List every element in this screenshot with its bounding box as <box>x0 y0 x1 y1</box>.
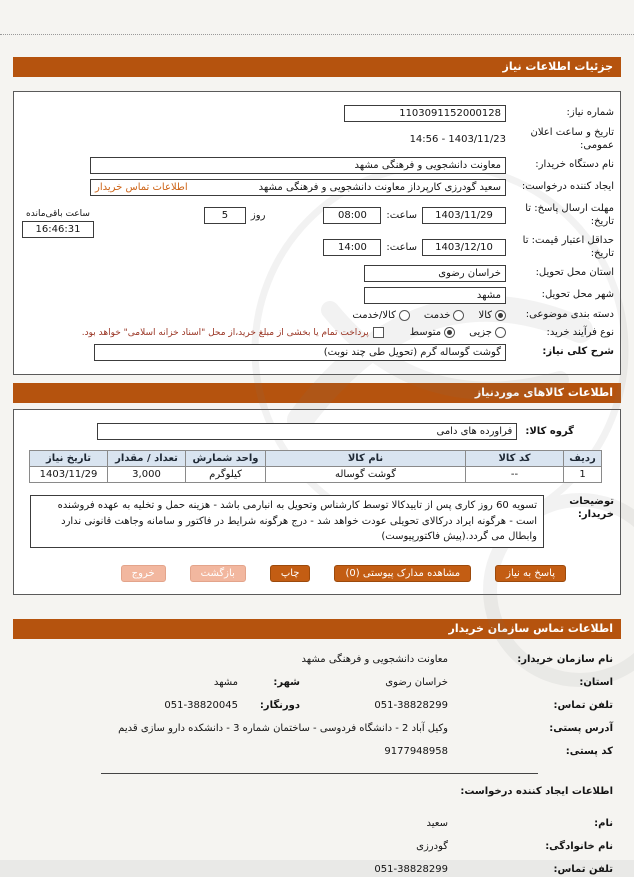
cell-row-index: 1 <box>564 467 602 483</box>
print-button[interactable]: چاپ <box>270 565 311 582</box>
creator-last-name-row <box>21 840 613 854</box>
field-goods-group <box>20 423 614 440</box>
remaining-time-label: ساعت باقی‌مانده <box>26 209 90 219</box>
cell-need-date: 1403/11/29 <box>30 467 108 483</box>
goods-group-label: گروه کالا: <box>525 426 574 437</box>
exit-button[interactable]: خروج <box>121 565 166 582</box>
radio-service-label: خدمت <box>423 309 451 321</box>
field-delivery-province <box>20 265 614 282</box>
top-separator <box>0 0 634 35</box>
announce-label: تاریخ و ساعت اعلان عمومی: <box>530 127 614 151</box>
creator-first-name-value: سعید <box>426 817 448 829</box>
field-subject-category <box>20 309 614 322</box>
creator-value: سعید گودرزی کارپرداز معاونت دانشجویی و فرهنگی مشهد <box>258 182 501 193</box>
back-button[interactable]: بازگشت <box>190 565 246 582</box>
field-reply-deadline <box>20 201 614 235</box>
need-description-input[interactable]: گوشت گوساله گرم (تحویل طی چند نوبت) <box>94 344 506 361</box>
delivery-city-label: شهر محل تحویل: <box>541 289 614 301</box>
reply-date-input[interactable]: 1403/11/29 <box>422 207 506 224</box>
view-attachments-button[interactable]: مشاهده مدارک پیوستی (0) <box>334 565 471 582</box>
creator-last-name-label: نام خانوادگی: <box>545 840 613 852</box>
col-item-code: کد کالا <box>466 451 564 467</box>
contact-address-value: وکیل آباد 2 - دانشگاه فردوسی - ساختمان شماره 3 - دانشکده دارو سازی قدیم <box>118 722 448 734</box>
price-hour-input[interactable]: 14:00 <box>323 239 381 256</box>
creator-first-name-label: نام: <box>594 817 613 829</box>
remaining-time-block <box>20 209 96 238</box>
section-header-items <box>13 383 621 403</box>
need-number-input[interactable]: 1103091152000128 <box>344 105 506 122</box>
creator-phone-row <box>21 863 613 877</box>
cell-unit: کیلوگرم <box>186 467 266 483</box>
contact-postal-label: کد پستی: <box>565 745 613 757</box>
reply-hour-label: ساعت: <box>386 210 417 221</box>
contact-address-row <box>21 722 613 736</box>
buyer-contact-link[interactable]: اطلاعات تماس خریدار <box>95 182 188 193</box>
details-panel <box>13 91 621 375</box>
buyer-org-input[interactable]: معاونت دانشجویی و فرهنگی مشهد <box>90 157 506 174</box>
announce-value: 1403/11/23 - 14:56 <box>409 134 506 145</box>
field-request-creator <box>20 179 614 196</box>
radio-goods-service-label: کالا/خدمت <box>352 309 396 321</box>
contact-phone-value: 051-38828299 <box>374 699 448 711</box>
contact-postal-value: 9177948958 <box>384 745 448 757</box>
radio-petty[interactable] <box>495 327 506 338</box>
field-buyer-notes <box>20 495 614 548</box>
section-title-items: اطلاعات کالاهای موردنیاز <box>474 386 613 399</box>
items-panel <box>13 409 621 595</box>
cell-item-code: -- <box>466 467 564 483</box>
col-row-index: ردیف <box>564 451 602 467</box>
delivery-province-label: استان محل تحویل: <box>535 267 614 279</box>
creator-info-header: اطلاعات ایجاد کننده درخواست: <box>460 785 613 797</box>
need-number-label: شماره نیاز: <box>566 107 614 119</box>
col-unit: واحد شمارش <box>186 451 266 467</box>
contact-province-label: استان: <box>579 676 613 688</box>
section-header-details <box>13 57 621 77</box>
contact-postal-row <box>21 745 613 759</box>
contact-city-label: شهر: <box>273 676 300 688</box>
field-delivery-city <box>20 287 614 304</box>
radio-goods-service[interactable] <box>399 310 410 321</box>
buyer-notes-label: توضیحات خریدار: <box>569 496 614 520</box>
creator-last-name-value: گودرزی <box>416 840 448 852</box>
cell-item-name: گوشت گوساله <box>266 467 466 483</box>
delivery-city-input[interactable]: مشهد <box>364 287 506 304</box>
items-table-header-row <box>30 451 602 467</box>
creator-phone-value: 051-38828299 <box>374 863 448 875</box>
reply-deadline-label: مهلت ارسال پاسخ: تا تاریخ: <box>525 203 614 227</box>
price-hour-label: ساعت: <box>386 242 417 253</box>
field-buyer-org <box>20 157 614 174</box>
contact-fax-label: دورنگار: <box>259 699 300 711</box>
creator-label: ایجاد کننده درخواست: <box>521 181 614 193</box>
contact-org-label: نام سازمان خریدار: <box>517 653 613 665</box>
contact-panel <box>13 639 621 877</box>
price-validity-label: حداقل اعتبار قیمت: تا تاریخ: <box>522 235 614 259</box>
field-price-validity <box>20 235 614 260</box>
table-row[interactable] <box>30 467 602 483</box>
treasury-checkbox[interactable] <box>373 327 384 338</box>
contact-org-row <box>21 653 613 667</box>
purchase-process-label: نوع فرآیند خرید: <box>546 326 614 338</box>
reply-to-need-button[interactable]: پاسخ به نیاز <box>495 565 566 582</box>
creator-phone-label: تلفن تماس: <box>553 863 613 875</box>
contact-phone-label: تلفن تماس: <box>553 699 613 711</box>
radio-goods-label: کالا <box>478 309 492 321</box>
creator-input[interactable] <box>90 179 506 196</box>
field-need-number <box>20 105 614 122</box>
section-title-details: جزئیات اطلاعات نیاز <box>502 60 613 73</box>
col-quantity: تعداد / مقدار <box>108 451 186 467</box>
field-need-description <box>20 344 614 361</box>
radio-service[interactable] <box>453 310 464 321</box>
main-content <box>0 57 634 877</box>
items-table <box>29 450 602 483</box>
buyer-notes-input[interactable]: تسویه 60 روز کاری پس از تاییدکالا توسط کارشناس وتحویل به انبارمی باشد - هزینه حمل و تخلیه به عهده فروشنده است - هرگونه ایراد درکالای تحویلی عودت خواهد شد - درج هرگونه شرایط در فاکتور و سامانه وجاهت قانونی ندارد وابطال می گردد.(پیش فاکتورپیوست) <box>30 495 544 548</box>
contact-phone-fax-row <box>21 699 613 713</box>
contact-province-city-row <box>21 676 613 690</box>
buyer-org-label: نام دستگاه خریدار: <box>535 159 614 171</box>
delivery-province-input[interactable]: خراسان رضوی <box>364 265 506 282</box>
contact-divider <box>101 773 538 774</box>
field-announce-datetime <box>20 127 614 152</box>
radio-medium[interactable] <box>444 327 455 338</box>
reply-days-input[interactable]: 5 <box>204 207 246 224</box>
contact-province-value: خراسان رضوی <box>385 676 448 688</box>
radio-medium-label: متوسط <box>409 327 442 339</box>
contact-address-label: آدرس پستی: <box>549 722 613 734</box>
remaining-time-value: 16:46:31 <box>22 221 94 238</box>
need-description-label: شرح کلی نیاز: <box>542 346 614 358</box>
col-item-name: نام کالا <box>266 451 466 467</box>
reply-hour-input[interactable]: 08:00 <box>323 207 381 224</box>
radio-goods[interactable] <box>495 310 506 321</box>
goods-group-input[interactable]: فراورده های دامی <box>97 423 517 440</box>
cell-quantity: 3,000 <box>108 467 186 483</box>
treasury-note: پرداخت تمام یا بخشی از مبلغ خرید،از محل "اسناد خزانه اسلامی" خواهد بود. <box>81 327 369 338</box>
contact-org-value: معاونت دانشجویی و فرهنگی مشهد <box>301 653 448 665</box>
subject-category-label: دسته بندی موضوعی: <box>525 309 614 320</box>
actions-bar <box>20 553 614 586</box>
col-need-date: تاریخ نیاز <box>30 451 108 467</box>
section-header-contact <box>13 619 621 639</box>
reply-days-label: روز <box>250 210 266 221</box>
field-purchase-process <box>20 327 614 340</box>
price-date-input[interactable]: 1403/12/10 <box>422 239 506 256</box>
section-title-contact: اطلاعات تماس سازمان خریدار <box>448 621 613 635</box>
contact-fax-value: 051-38820045 <box>164 699 238 711</box>
contact-city-value: مشهد <box>213 676 238 688</box>
creator-first-name-row <box>21 817 613 831</box>
radio-petty-label: جزیی <box>469 327 492 339</box>
